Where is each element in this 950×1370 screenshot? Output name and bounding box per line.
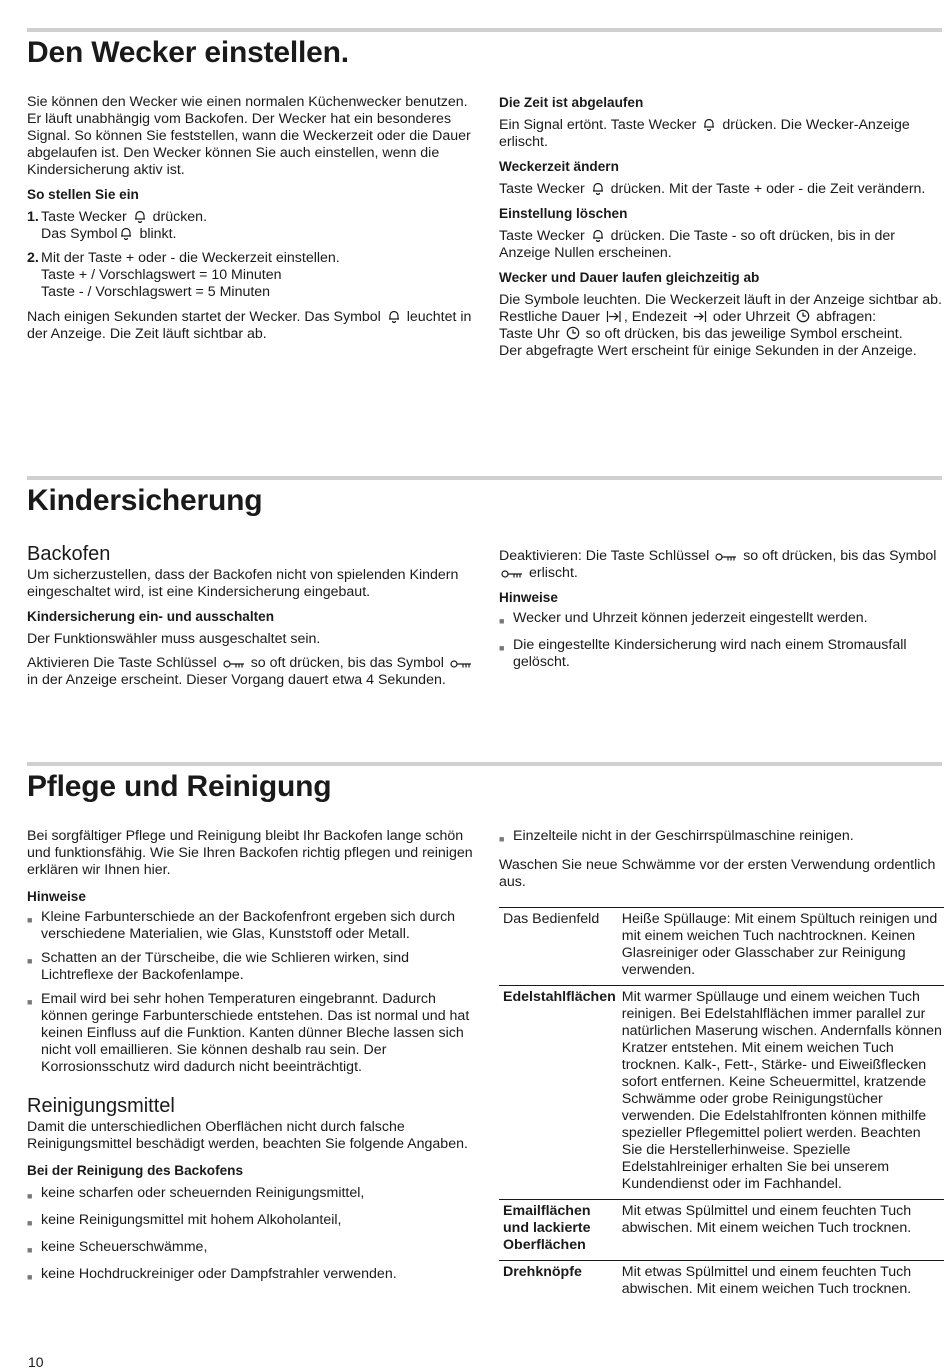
cleaning-table [499,907,944,1304]
step-text: drücken. [152,209,208,225]
section-title-wecker: Den Wecker einstellen. [27,36,349,69]
loeschen-text-a: Taste Wecker [499,228,585,244]
parallel-text-2b: , Endezeit [623,309,687,325]
kinder-hinweise-list [499,610,943,671]
aendern-heading: Weckerzeit ändern [499,159,619,174]
parallel-text [499,292,943,360]
bei-reinigung-list [27,1185,475,1286]
table-cell-instruction: Mit etwas Spülmittel und einem feuchten Tuch abwischen. Mit einem weichen Tuch trocknen. [618,1261,944,1305]
deactivate-text-c: erlischt. [528,565,578,581]
list-item-text: keine scharfen oder scheuernden Reinigungsmittel, [41,1185,365,1201]
parallel-text-3b: so oft drücken, bis das jeweilige Symbol erscheint. [585,326,903,342]
activate-text-b: so oft drücken, bis das Symbol [250,655,444,671]
list-item-text: keine Hochdruckreiniger oder Dampfstrahler verwenden. [41,1266,397,1282]
list-item-text: Email wird bei sehr hohen Temperaturen eingebrannt. Dadurch können geringe Farbunterschiede entstehen. Das ist normal und hat keinen Einfluss auf die Funktion. Kanten dünner Bleche lassen sich nicht voll emaillieren. Sie können deshalb rau sein. Der Korrosionsschutz wird dadurch nicht beeinträchtigt. [41,991,470,1075]
so-stellen-heading: So stellen Sie ein [27,187,139,202]
loeschen-text-b: drücken. Die Taste - so oft drücken, bis in der Anzeige Nullen erscheinen. [499,228,896,261]
ein-aus-heading: Kindersicherung ein- und ausschalten [27,609,274,624]
wecker-right-column [499,94,943,360]
table-cell-surface: Drehknöpfe [499,1261,618,1305]
list-item-text: Schatten an der Türscheibe, die wie Schlieren wirken, sind Lichtreflexe der Backofenlampe. [41,950,410,983]
list-item [499,610,943,630]
activate-text-a: Aktivieren Die Taste Schlüssel [27,655,217,671]
loeschen-text [499,228,943,262]
list-item-text: Einzelteile nicht in der Geschirrspülmaschine reinigen. [513,828,854,844]
list-item-text: Wecker und Uhrzeit können jederzeit eingestellt werden. [513,610,868,626]
after-text [27,309,475,343]
list-item-text: keine Reinigungsmittel mit hohem Alkoholanteil, [41,1212,342,1228]
right-list [499,828,944,848]
parallel-text-2c: oder Uhrzeit [712,309,791,325]
list-item [27,909,475,943]
end-time-icon [693,310,707,323]
bell-icon [702,117,716,131]
clock-icon [566,326,580,340]
section-divider [27,28,942,32]
list-item [27,950,475,984]
key-icon [450,659,472,669]
list-item [27,1185,475,1205]
bell-icon [591,181,605,195]
list-item-text: Kleine Farbunterschiede an der Backofenfront ergeben sich durch verschiedene Materialien, wie Glas, Kunststoff oder Metall. [41,909,456,942]
key-icon [501,569,523,579]
step-text: Taste Wecker [41,209,127,225]
step-2 [27,250,475,301]
list-item-text: Die eingestellte Kindersicherung wird nach einem Stromausfall gelöscht. [513,637,907,670]
bullet-square-icon: ■ [27,956,33,966]
table-cell-instruction: Mit warmer Spüllauge und einem weichen Tuch reinigen. Bei Edelstahlflächen immer parallel zur natürlichen Maserung wischen. Andernfalls können Kratzer entstehen. Mit einem weichen Tuch trocknen. Kalk-, Fett-, Stärke- und Eiweißflecken sofort entfernen. Keine Scheuermittel, kratzende Schwämme oder grobe Reinigungstücher verwenden. Die Edelstahlfronten können mithilfe spezieller Pflegemittel poliert werden. Beachten Sie die Herstellerhinweise. Spezielle Edelstahlreiniger erhalten Sie bei unserem Kundendienst oder im Fachhandel. [618,986,944,1200]
kinder-hinweise-heading: Hinweise [499,590,558,605]
step-text: Das Symbol [41,226,118,242]
wecker-left-column [27,94,475,350]
parallel-heading: Wecker und Dauer laufen gleichzeitig ab [499,270,760,285]
duration-icon [606,310,622,323]
deactivate-text-b: so oft drücken, bis das Symbol [743,548,937,564]
zeit-text-b: drücken. Die Wecker-Anzeige erlischt. [499,117,910,150]
step-text: Mit der Taste + oder - die Weckerzeit einstellen. [41,250,340,266]
step-1 [27,209,475,243]
loeschen-heading: Einstellung löschen [499,206,628,221]
reinigungsmittel-intro: Damit die unterschiedlichen Oberflächen nicht durch falsche Reinigungsmittel beschädigt werden, beachten Sie folgende Angaben. [27,1119,468,1152]
bullet-square-icon: ■ [27,1245,33,1255]
aendern-text-a: Taste Wecker [499,181,585,197]
reinigungsmittel-subtitle: Reinigungsmittel [27,1095,175,1117]
section-divider [27,476,942,480]
section-title-kindersicherung: Kindersicherung [27,484,263,517]
pflege-left-column [27,828,475,1293]
steps-list [27,209,475,301]
kinder-intro: Um sicherzustellen, dass der Backofen nicht von spielenden Kindern eingeschaltet wird, ist eine Kindersicherung eingebaut. [27,567,459,600]
key-icon [223,659,245,669]
table-cell-surface: Edelstahlflächen [499,986,618,1200]
bullet-square-icon: ■ [27,1191,33,1201]
list-item [27,1266,475,1286]
activate-text-c: in der Anzeige erscheint. Dieser Vorgang dauert etwa 4 Sekunden. [27,672,446,688]
step-number: 1. [27,209,39,225]
bullet-square-icon: ■ [499,834,505,844]
schwaemme-text: Waschen Sie neue Schwämme vor der ersten Verwendung ordentlich aus. [499,857,936,890]
aendern-text [499,181,943,198]
wecker-intro: Sie können den Wecker wie einen normalen Küchenwecker benutzen. Er läuft unabhängig vom Backofen. Der Wecker hat ein besonderes Signal. So können Sie feststellen, wann die Weckerzeit oder die Dauer abgelaufen ist. Den Wecker können Sie auch einstellen, wenn die Kindersicherung aktiv ist. [27,94,471,178]
bullet-square-icon: ■ [27,915,33,925]
table-row [499,1200,944,1261]
bullet-square-icon: ■ [499,643,505,653]
parallel-text-1: Die Symbole leuchten. Die Weckerzeit läuft in der Anzeige sichtbar ab. [499,292,942,308]
list-item [27,991,475,1076]
step-text: Taste - / Vorschlagswert = 5 Minuten [41,284,271,300]
zeit-text [499,117,943,151]
pflege-intro: Bei sorgfältiger Pflege und Reinigung bleibt Ihr Backofen lange schön und funktionsfähig. Wie Sie Ihren Backofen richtig pflegen und reinigen erklären wir Ihnen hier. [27,828,473,878]
list-item [27,1212,475,1232]
pflege-hinweise-heading: Hinweise [27,889,86,904]
table-cell-instruction: Mit etwas Spülmittel und einem feuchten Tuch abwischen. Mit einem weichen Tuch trocknen. [618,1200,944,1261]
table-cell-surface: Das Bedienfeld [499,908,618,986]
bullet-square-icon: ■ [499,616,505,626]
bullet-square-icon: ■ [27,1218,33,1228]
parallel-text-2d: abfragen: [816,309,877,325]
step-text: Taste + / Vorschlagswert = 10 Minuten [41,267,282,283]
bell-icon [133,209,147,223]
list-item-text: keine Scheuerschwämme, [41,1239,208,1255]
table-row [499,908,944,986]
section-divider [27,762,942,766]
list-item [27,1239,475,1259]
backofen-subtitle: Backofen [27,543,111,565]
bullet-square-icon: ■ [27,1272,33,1282]
bell-icon [591,228,605,242]
table-row [499,986,944,1200]
kinder-left-column [27,543,475,696]
clock-icon [796,309,810,323]
deactivate-text-a: Deaktivieren: Die Taste Schlüssel [499,548,710,564]
bullet-square-icon: ■ [27,997,33,1007]
pflege-hinweise-list [27,909,475,1076]
list-item [499,637,943,671]
activate-text [27,655,475,689]
step-number: 2. [27,250,39,266]
bell-icon [119,226,133,240]
zeit-heading: Die Zeit ist abgelaufen [499,95,644,110]
parallel-text-4: Der abgefragte Wert erscheint für einige Sekunden in der Anzeige. [499,343,917,359]
list-item [499,828,944,848]
after-text-b: leuchtet in der Anzeige. Die Zeit läuft sichtbar ab. [27,309,472,342]
page-number: 10 [28,1354,44,1370]
kinder-right-column [499,548,943,678]
after-text-a: Nach einigen Sekunden startet der Wecker. Das Symbol [27,309,381,325]
bei-reinigung-heading: Bei der Reinigung des Backofens [27,1163,244,1178]
section-title-pflege: Pflege und Reinigung [27,770,332,803]
parallel-text-3a: Taste Uhr [499,326,560,342]
pflege-right-column [499,828,944,1304]
table-cell-instruction: Heiße Spüllauge: Mit einem Spültuch reinigen und mit einem weichen Tuch nachtrocknen. Keinen Glasreiniger oder Glasschaber zur Reinigung verwenden. [618,908,944,986]
step-text: blinkt. [139,226,177,242]
table-cell-surface: Emailflächen und lackierte Oberflächen [499,1200,618,1261]
ein-aus-text: Der Funktionswähler muss ausgeschaltet sein. [27,631,321,647]
aendern-text-b: drücken. Mit der Taste + oder - die Zeit verändern. [610,181,926,197]
bell-icon [387,309,401,323]
zeit-text-a: Ein Signal ertönt. Taste Wecker [499,117,697,133]
parallel-text-2a: Restliche Dauer [499,309,600,325]
deactivate-text [499,548,943,582]
table-row [499,1261,944,1305]
key-icon [715,552,737,562]
